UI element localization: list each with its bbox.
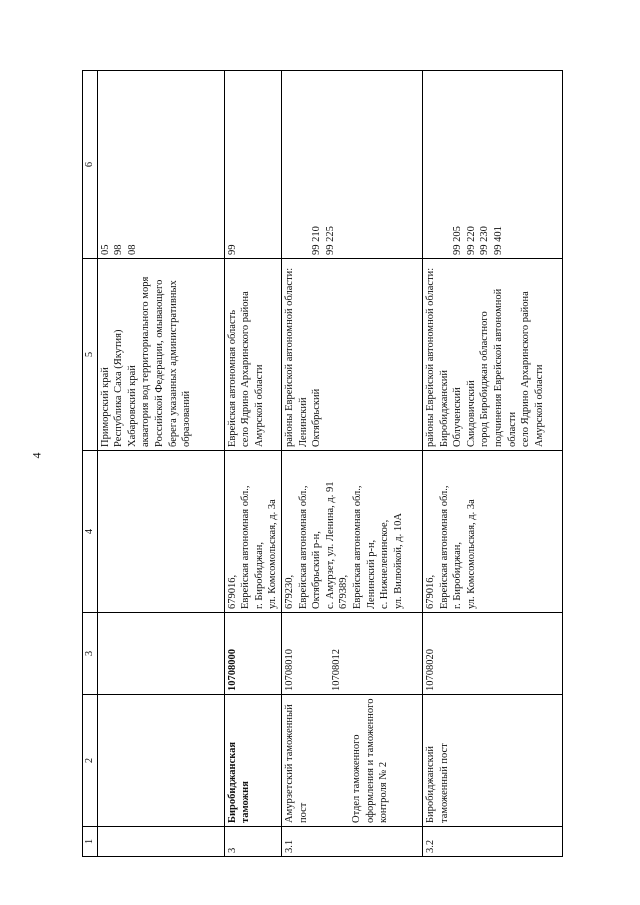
okato-code: 99 230 [479,226,491,255]
region-item: Хабаровский край [126,365,138,447]
cell-code [97,613,224,695]
region-item: Республика Саха (Якутия) [113,329,125,447]
address-line: Еврейская автономная обл., [351,485,363,609]
column-number: 2 [83,695,98,827]
region-item: Облученский [452,387,464,447]
cell-codes [281,71,422,259]
cell-code: 10708000 [224,613,281,695]
okato-code: 99 210 [310,226,322,255]
cell-code: 10708020 [422,613,562,695]
address-line: Еврейская автономная обл., [438,485,450,609]
cell-address [422,451,562,613]
cell-name [281,695,422,827]
page-number: 4 [29,452,44,459]
okato-code: 99 401 [492,226,504,255]
address-line: 679389, [338,574,350,609]
okato-code: 99 205 [451,226,463,255]
cell-regions [97,259,224,451]
department-name: Отдел таможенного оформления и таможенного контроля № 2 [351,698,390,823]
cell-regions [422,259,562,451]
address-line: ул. Комсомольская, д. 3а [267,499,279,609]
region-item: Смидовичский [465,380,477,447]
column-number: 5 [83,259,98,451]
cell-address [224,451,281,613]
address-line: с. Нижнеленинское, [379,519,391,609]
column-number: 4 [83,451,98,613]
rotated-table-wrapper [82,71,552,857]
table-row-3-1 [281,71,422,857]
okato-code: 99 220 [465,226,477,255]
address-line: ул. Комсомольская, д. 3а [465,499,477,609]
cell-codes [97,71,224,259]
column-number: 1 [83,827,98,857]
cell-address [97,451,224,613]
cell-code [281,613,422,695]
region-item: город Биробиджан областного подчинения Еврейской автономной области [479,288,518,447]
address-line: Еврейская автономная обл., [297,485,309,609]
address-line: г. Биробиджан, [452,542,464,609]
okato-code: 08 [126,244,138,255]
region-item: районы Еврейской автономной области: [283,267,295,447]
region-item: Приморский край [99,367,111,447]
region-item: село Ядрино Архаринского района Амурской области [520,291,545,447]
region-item: Биробиджанский [438,370,450,447]
table-row-continuation [97,71,224,857]
column-number-row [83,71,98,857]
address-line: г. Биробиджан, [253,542,265,609]
column-number: 6 [83,71,98,259]
column-number: 3 [83,613,98,695]
customs-table [82,70,563,857]
post-name: Амурзетский таможенный пост [283,704,309,823]
cell-address [281,451,422,613]
cell-codes [224,71,281,259]
post-code: 10708010 [283,649,295,691]
region-item: Ленинский [297,397,309,447]
region-item: Октябрьский [311,388,323,447]
address-line: Октябрьский р-н, [311,531,323,609]
address-line: Ленинский р-н, [365,539,377,609]
okato-code: 98 [113,244,125,255]
cell-num [97,827,224,857]
cell-name [97,695,224,827]
address-line: 679016, [424,574,436,609]
address-line: с. Амурзет, ул. Ленина, д. 91 [324,481,336,609]
address-line: Еврейская автономная обл., [240,485,252,609]
region-item: село Ядрино Архаринского района Амурской области [240,291,265,447]
department-code: 10708012 [330,649,342,691]
cell-name: Биробиджанский таможенный пост [422,695,562,827]
table-row-3-2 [422,71,562,857]
cell-num: 3.1 [281,827,422,857]
cell-codes [422,71,562,259]
address-line: 679016, [226,574,238,609]
region-item: Еврейская автономная область [226,310,238,447]
address-line: ул. Вилюйкой, д. 10А [392,513,404,609]
cell-num: 3.2 [422,827,562,857]
okato-code: 99 225 [324,226,336,255]
region-item: акватория вод территориального моря Российской Федерации, омывающего берега указанных административных образований [140,276,193,447]
address-line: 679230, [283,574,295,609]
okato-code: 05 [99,244,111,255]
region-item: районы Еврейской автономной области: [424,267,436,447]
table-row-3 [224,71,281,857]
cell-name: Биробиджанская таможня [224,695,281,827]
okato-code: 99 [226,244,238,255]
cell-regions [281,259,422,451]
cell-num: 3 [224,827,281,857]
cell-regions [224,259,281,451]
